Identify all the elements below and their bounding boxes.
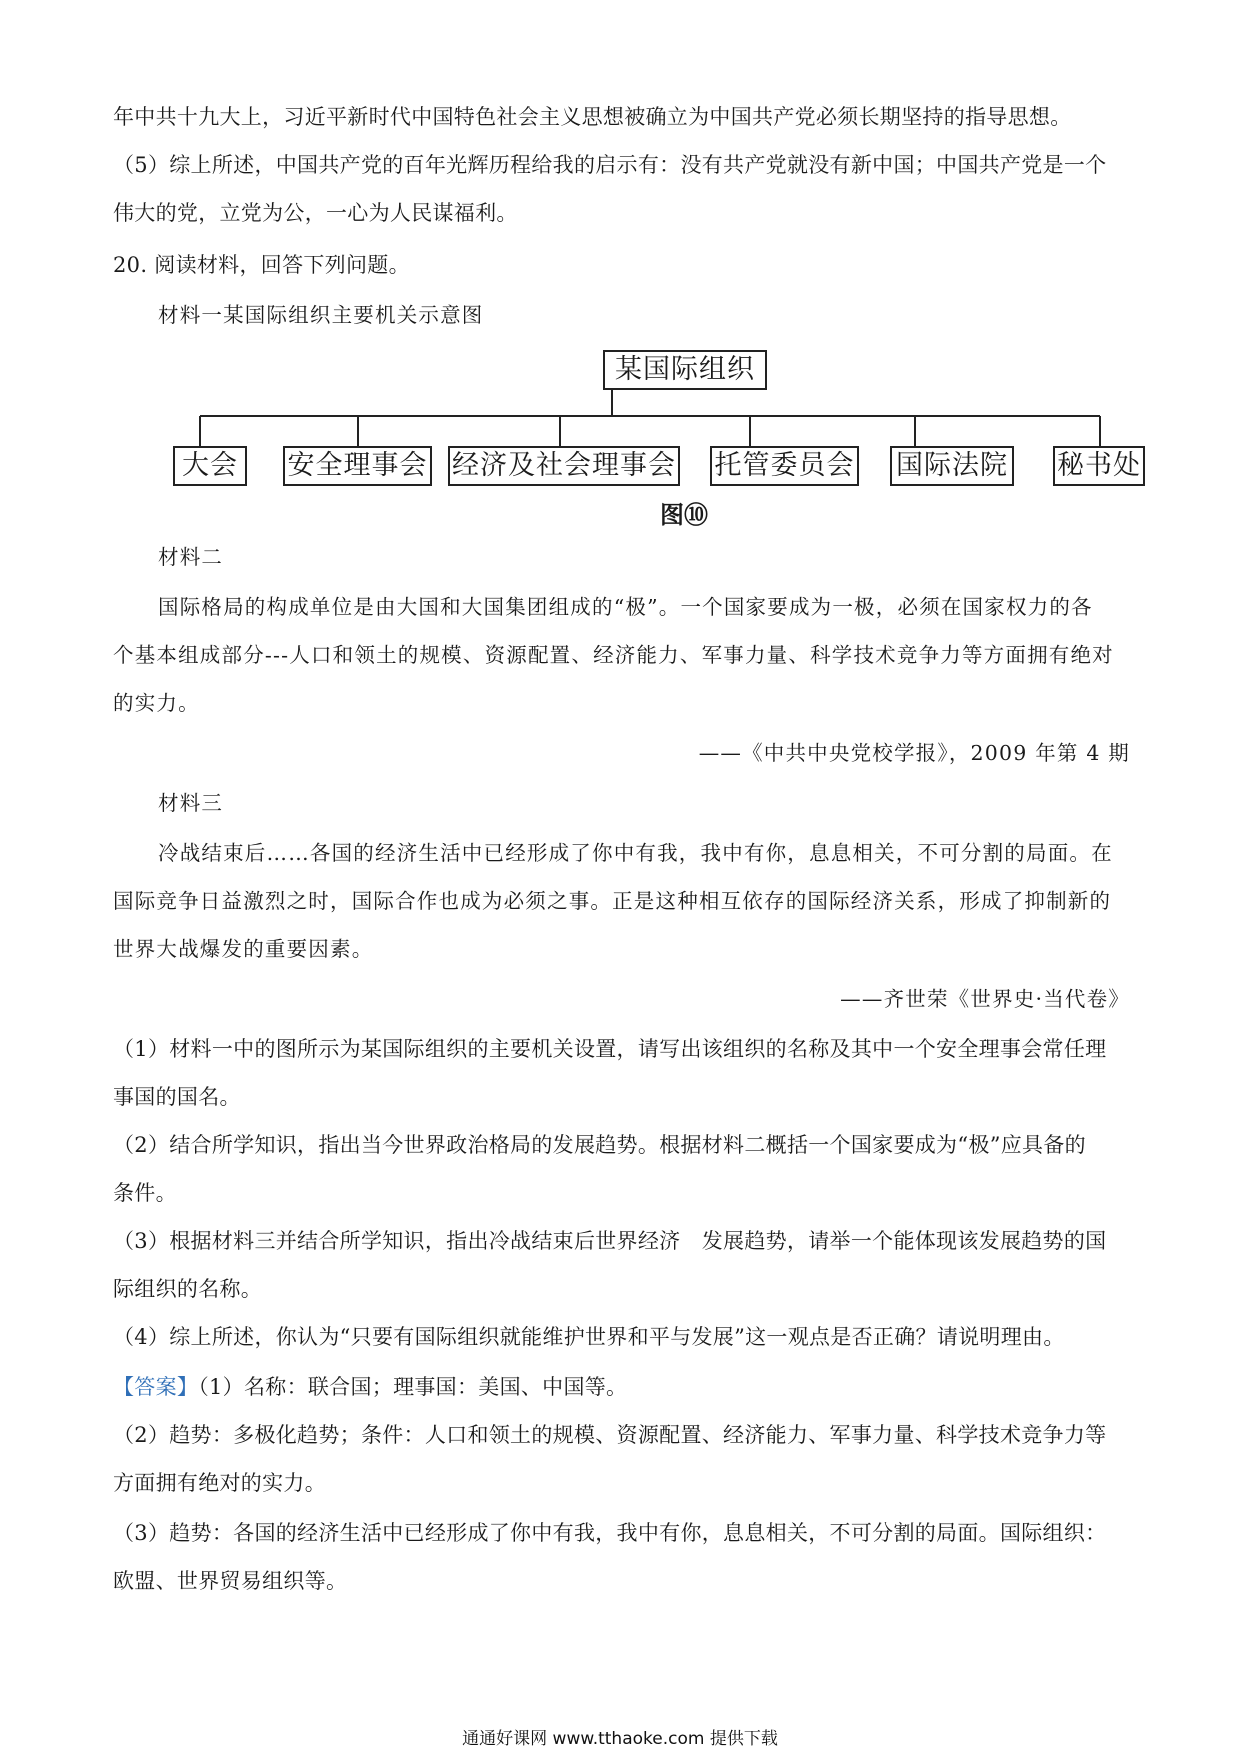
material-3-source: ——齐世荣《世界史·当代卷》 xyxy=(840,987,1130,1011)
diagram-node-icj: 国际法院 xyxy=(890,446,1014,486)
material-3-text: 国际竞争日益激烈之时，国际合作也成为必须之事。正是这种相互依存的国际经济关系，形成了抑制新的 xyxy=(113,889,1112,913)
question-1-cont: 事国的国名。 xyxy=(113,1085,241,1109)
material-2-source: ——《中共中央党校学报》，2009 年第 4 期 xyxy=(698,741,1130,765)
material-3-text: 世界大战爆发的重要因素。 xyxy=(113,937,374,961)
diagram-node-trusteeship-council: 托管委员会 xyxy=(710,446,859,486)
answer-3-cont: 欧盟、世界贸易组织等。 xyxy=(113,1569,348,1593)
question-2-cont: 条件。 xyxy=(113,1181,177,1205)
answer-1: （1）名称：联合国；理事国：美国、中国等。 xyxy=(198,1375,628,1399)
material-2-text: 国际格局的构成单位是由大国和大国集团组成的“极”。一个国家要成为一极，必须在国家权力的各 xyxy=(158,595,1093,619)
answer-3: （3）趋势：各国的经济生活中已经形成了你中有我，我中有你，息息相关，不可分割的局面。国际组织： xyxy=(113,1521,1107,1545)
material-3-text: 冷战结束后……各国的经济生活中已经形成了你中有我，我中有你，息息相关，不可分割的局面。在 xyxy=(158,841,1113,865)
material-2-text: 个基本组成部分---人口和领土的规模、资源配置、经济能力、军事力量、科学技术竞争力等方面拥有绝对 xyxy=(113,643,1114,667)
page-footer[interactable]: 通通好课网 www.tthaoke.com 提供下载 xyxy=(462,1729,778,1749)
diagram-root-box: 某国际组织 xyxy=(603,350,767,390)
text-line: （5）综上所述，中国共产党的百年光辉历程给我的启示有：没有共产党就没有新中国；中国共产党是一个 xyxy=(113,153,1107,177)
diagram-node-secretariat: 秘书处 xyxy=(1053,446,1145,486)
diagram-caption: 图⑩ xyxy=(660,500,708,529)
text-line: 伟大的党，立党为公，一心为人民谋福利。 xyxy=(113,201,518,225)
material-2-title: 材料二 xyxy=(158,545,224,569)
question-3-cont: 际组织的名称。 xyxy=(113,1277,263,1301)
diagram-node-ecosoc: 经济及社会理事会 xyxy=(448,446,680,486)
material-1-title: 材料一某国际组织主要机关示意图 xyxy=(158,303,484,327)
question-2: （2）结合所学知识，指出当今世界政治格局的发展趋势。根据材料二概括一个国家要成为“极”应具备的 xyxy=(113,1133,1086,1157)
question-4: （4）综上所述，你认为“只要有国际组织就能维护世界和平与发展”这一观点是否正确？请说明理由。 xyxy=(113,1325,1065,1349)
answer-2-cont: 方面拥有绝对的实力。 xyxy=(113,1471,326,1495)
org-structure-diagram xyxy=(170,350,1155,530)
answer-1-line xyxy=(113,1372,1133,1402)
diagram-node-security-council: 安全理事会 xyxy=(283,446,432,486)
material-3-title: 材料三 xyxy=(158,791,224,815)
text-line: 年中共十九大上，习近平新时代中国特色社会主义思想被确立为中国共产党必须长期坚持的指导思想。 xyxy=(113,105,1072,129)
question-20-heading: 20. 阅读材料，回答下列问题。 xyxy=(113,253,410,277)
diagram-node-general-assembly: 大会 xyxy=(173,446,247,486)
answer-tag: 【答案】 xyxy=(113,1375,199,1399)
material-2-text: 的实力。 xyxy=(113,691,200,715)
question-3: （3）根据材料三并结合所学知识，指出冷战结束后世界经济 发展趋势，请举一个能体现该发展趋势的国 xyxy=(113,1229,1107,1253)
question-1: （1）材料一中的图所示为某国际组织的主要机关设置，请写出该组织的名称及其中一个安全理事会常任理 xyxy=(113,1037,1107,1061)
answer-2: （2）趋势：多极化趋势；条件：人口和领土的规模、资源配置、经济能力、军事力量、科学技术竞争力等 xyxy=(113,1423,1107,1447)
